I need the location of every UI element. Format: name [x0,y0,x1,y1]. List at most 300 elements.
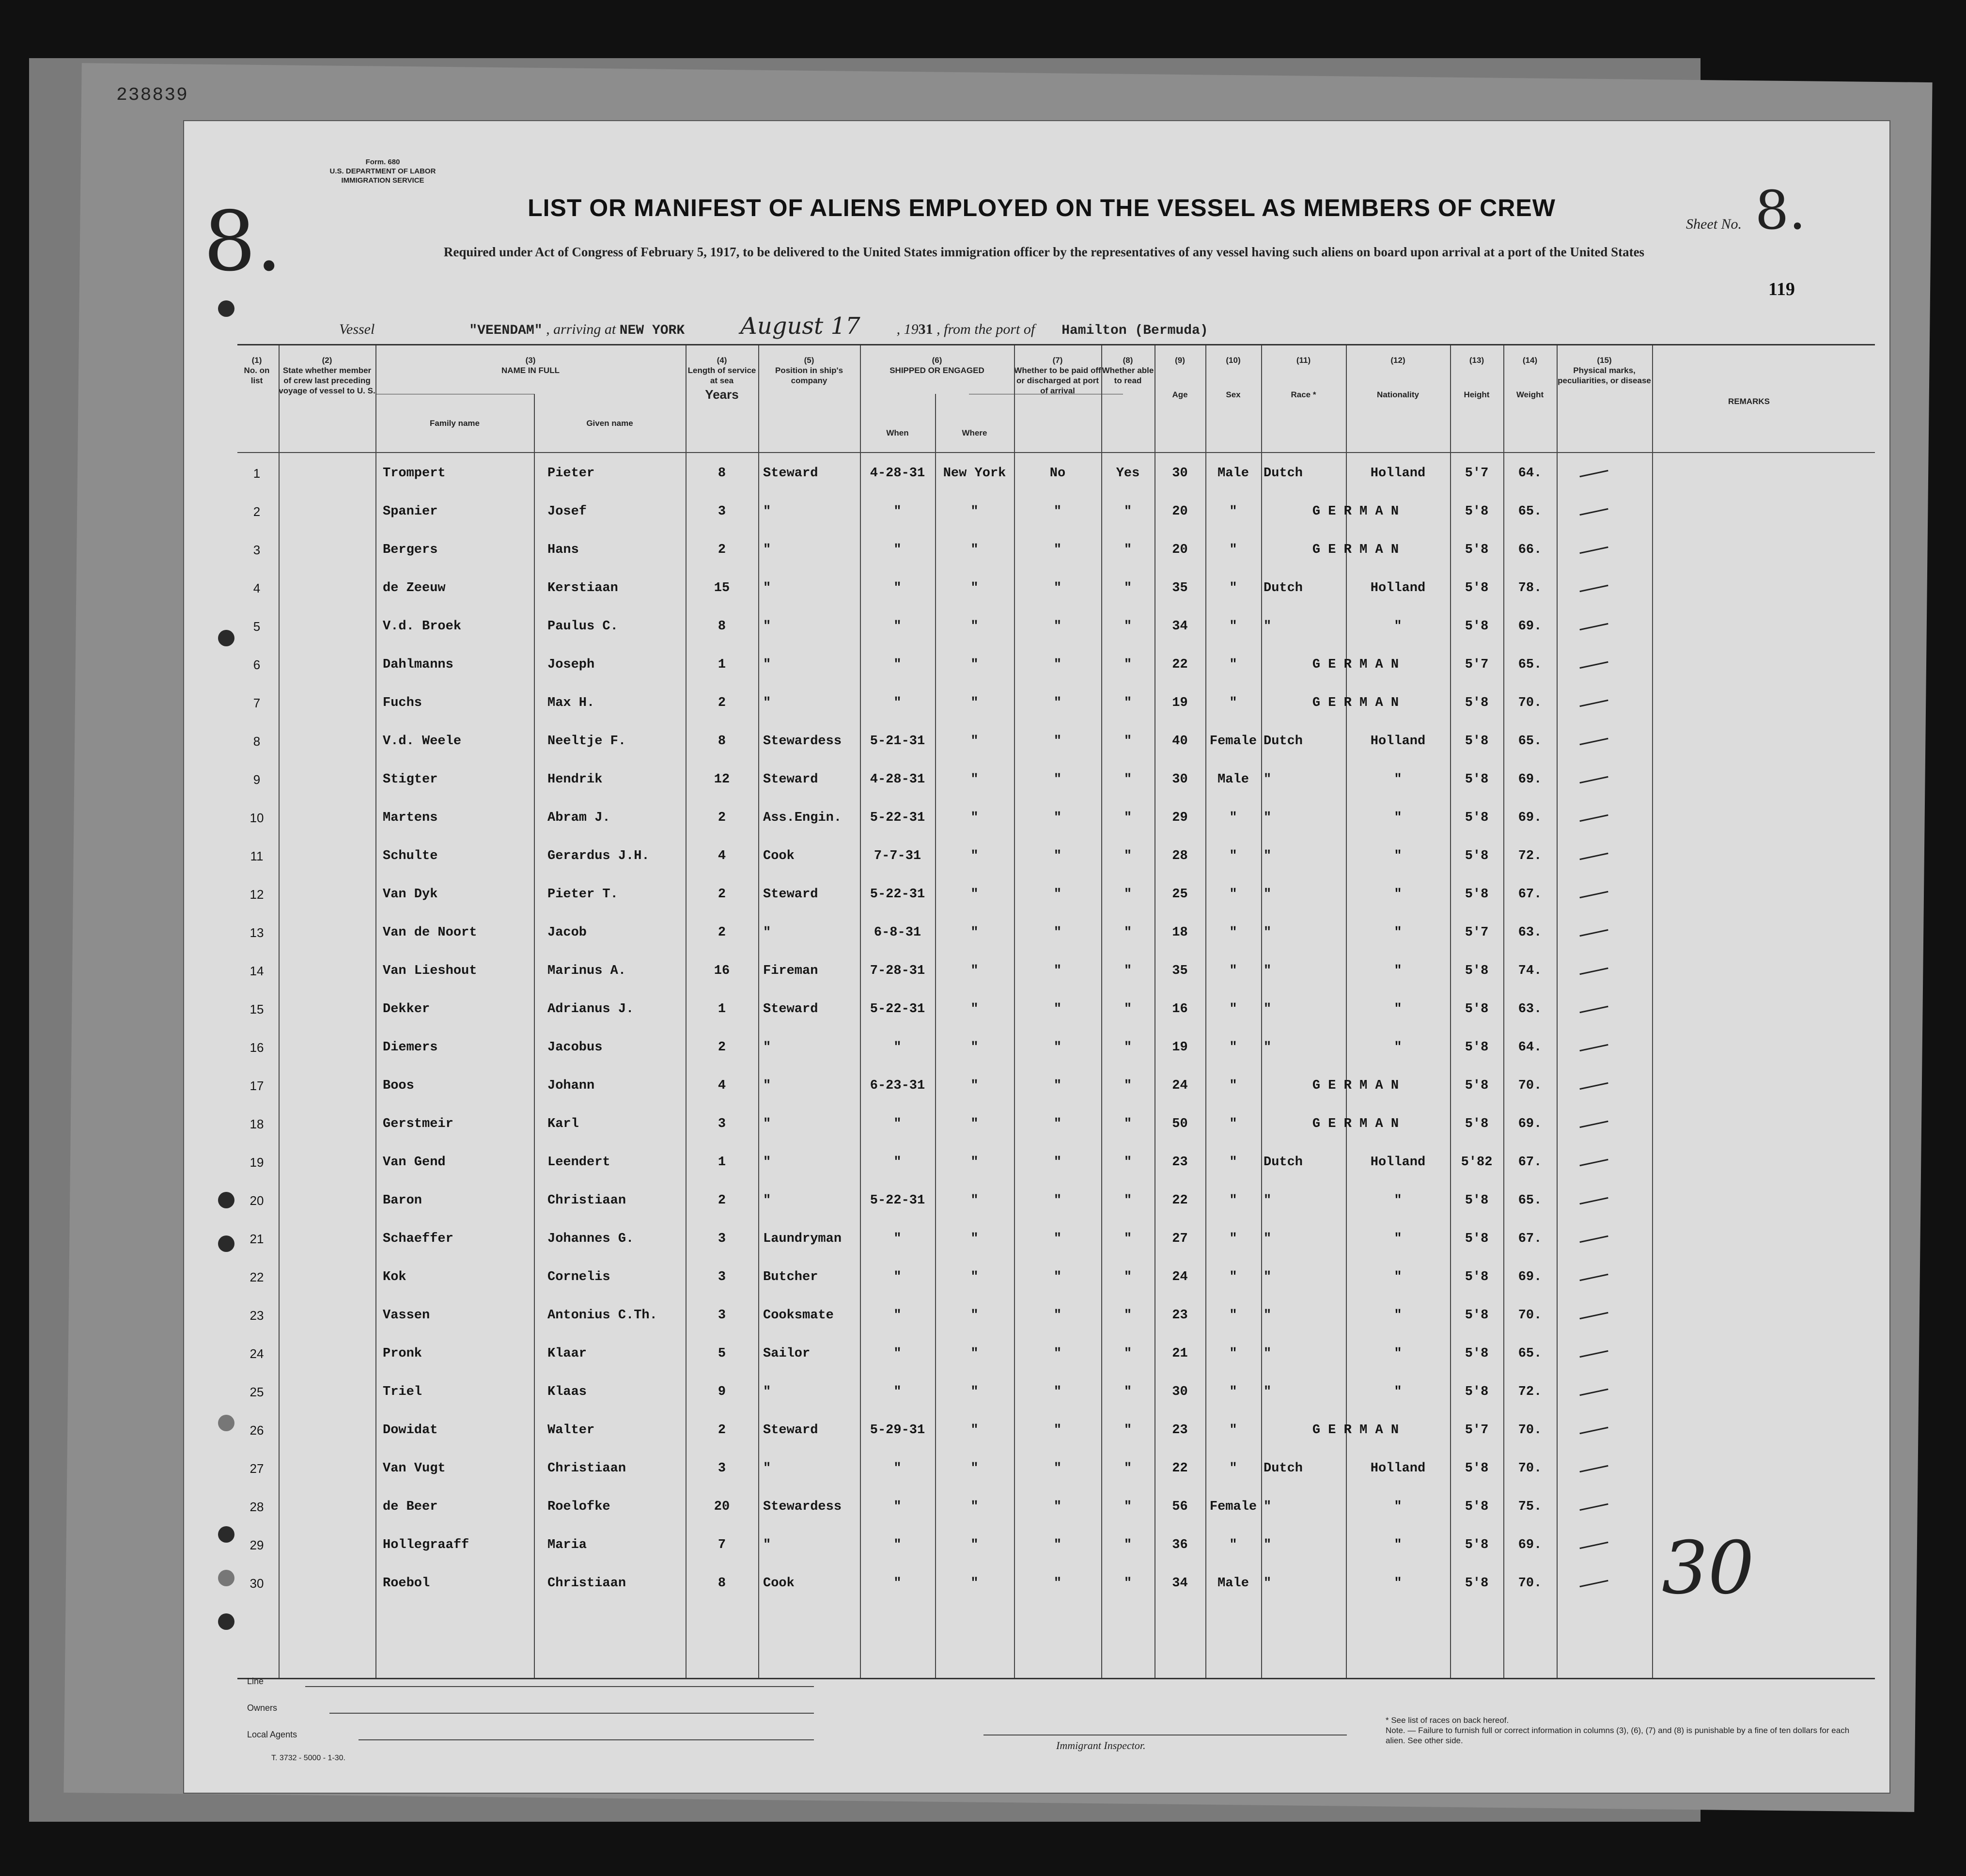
family-name: Bergers [383,543,438,557]
years-service: 5 [718,1346,726,1361]
able-to-read: " [1123,1117,1132,1131]
height: 5'82 [1461,1155,1493,1170]
given-name: Abram J. [547,811,610,825]
nationality: " [1394,1500,1402,1514]
age: 36 [1172,1538,1188,1552]
height: 5'8 [1465,1040,1489,1055]
weight: 65. [1518,1193,1542,1208]
paid-off: " [1053,696,1062,710]
given-name: Hendrik [547,772,603,787]
paid-off: " [1053,1461,1062,1476]
position: Laundryman [763,1232,842,1246]
position: " [763,619,771,634]
years-service: 4 [718,1079,726,1093]
height: 5'8 [1465,504,1489,519]
family-name: de Zeeuw [383,581,446,595]
given-name: Marinus A. [547,964,626,978]
punch-hole [218,630,234,646]
remarks-head: REMARKS [1728,397,1770,406]
age: 28 [1172,849,1188,863]
table-row [237,990,1875,1029]
position: Steward [763,1002,818,1016]
sex: Female [1209,734,1257,749]
age: 22 [1172,1193,1188,1208]
years-service: 12 [714,772,730,787]
nationality: " [1394,1308,1402,1323]
race: " [1264,772,1272,787]
height: 5'8 [1465,1002,1489,1016]
department-name: U.S. DEPARTMENT OF LABOR [329,167,436,175]
family-name: de Beer [383,1500,438,1514]
height: 5'8 [1465,1079,1489,1093]
weight: 75. [1518,1500,1542,1514]
engaged-where: " [970,1385,979,1399]
paid-off: " [1053,504,1062,519]
table-row [237,1220,1875,1258]
nationality: " [1394,1193,1402,1208]
engaged-when: " [893,1308,902,1323]
height: 5'8 [1465,696,1489,710]
able-to-read: " [1123,1346,1132,1361]
years-service: 2 [718,1193,726,1208]
row-number: 20 [250,1193,264,1208]
table-row [237,1182,1875,1220]
col5-head [758,355,860,386]
race: G E R M A N [1312,657,1399,672]
race: " [1264,964,1272,978]
check-mark [1579,738,1608,745]
family-name: Martens [383,811,438,825]
engaged-when: 7-28-31 [870,964,925,978]
engaged-when: 4-28-31 [870,466,925,481]
years-service: 9 [718,1385,726,1399]
paid-off: " [1053,1385,1062,1399]
paid-off: " [1053,1193,1062,1208]
nationality: " [1394,772,1402,787]
given-name: Neeltje F. [547,734,626,749]
able-to-read: " [1123,1270,1132,1284]
weight: 70. [1518,1079,1542,1093]
age: 34 [1172,1576,1188,1591]
nationality: " [1394,1232,1402,1246]
family-name: Pronk [383,1346,422,1361]
age: 34 [1172,619,1188,634]
age: 40 [1172,734,1188,749]
position: Steward [763,772,818,787]
check-mark [1579,1044,1608,1051]
given-name: Hans [547,543,579,557]
engaged-when: " [893,1500,902,1514]
row-number: 14 [250,964,264,978]
paid-off: " [1053,1232,1062,1246]
age: 23 [1172,1155,1188,1170]
race: " [1264,1040,1272,1055]
check-mark [1579,968,1608,975]
given-name: Johann [547,1079,595,1093]
years-service: 16 [714,964,730,978]
sex: " [1229,849,1237,863]
check-mark [1579,1235,1608,1243]
paid-off: " [1053,849,1062,863]
sheet-number-value: 8. [1755,179,1806,241]
check-mark [1579,1006,1608,1013]
engaged-where: " [970,1270,979,1284]
agents-label: Local Agents [247,1730,297,1739]
sex: " [1229,1155,1237,1170]
position: Stewardess [763,734,842,749]
able-to-read: " [1123,504,1132,519]
family-name: Gerstmeir [383,1117,453,1131]
given-name: Paulus C. [547,619,618,634]
race: " [1264,1538,1272,1552]
row-number: 7 [253,696,261,710]
years-service: 20 [714,1500,730,1514]
check-mark [1579,1121,1608,1128]
punch-hole [218,1613,234,1630]
height: 5'8 [1465,1461,1489,1476]
table-row [237,1526,1875,1564]
sex: " [1229,1270,1237,1284]
page-number: 119 [1768,279,1795,299]
position: " [763,1193,771,1208]
weight: 65. [1518,734,1542,749]
engaged-where: " [970,964,979,978]
col13-head [1450,355,1503,400]
age: 24 [1172,1079,1188,1093]
weight: 72. [1518,1385,1542,1399]
race: " [1264,1385,1272,1399]
sex: " [1229,581,1237,595]
paid-off: " [1053,772,1062,787]
punch-hole [218,1192,234,1208]
weight: 69. [1518,1538,1542,1552]
engaged-where: " [970,1461,979,1476]
nationality [1346,493,1450,531]
nationality: " [1394,1538,1402,1552]
engaged-where: " [970,1308,979,1323]
nationality: Holland [1370,581,1426,595]
footnote [1386,1715,1870,1746]
table-row [237,1297,1875,1335]
nationality: " [1394,811,1402,825]
family-name-head: Family name [430,419,480,428]
able-to-read: " [1123,772,1132,787]
age: 18 [1172,925,1188,940]
paid-off: " [1053,1500,1062,1514]
nationality: " [1394,964,1402,978]
age: 24 [1172,1270,1188,1284]
position: Cook [763,849,795,863]
engaged-when: " [893,1117,902,1131]
line-rule [305,1686,814,1687]
age: 50 [1172,1117,1188,1131]
print-code: T. 3732 - 5000 - 1-30. [271,1754,345,1762]
weight: 63. [1518,1002,1542,1016]
nationality [1346,531,1450,569]
family-name: Van de Noort [383,925,477,940]
row-number: 21 [250,1232,264,1246]
col10-head [1205,355,1261,400]
col-number: (2) [322,356,332,365]
years-service: 3 [718,1308,726,1323]
row-number: 22 [250,1270,264,1284]
race: " [1264,1270,1272,1284]
weight: 69. [1518,1117,1542,1131]
given-name: Jacobus [547,1040,603,1055]
weight: 72. [1518,849,1542,863]
check-mark [1579,1159,1608,1166]
given-name: Pieter T. [547,887,618,902]
given-name: Jacob [547,925,587,940]
check-mark [1579,1350,1608,1358]
race: G E R M A N [1312,543,1399,557]
col6-head [860,355,1014,375]
given-name: Roelofke [547,1500,610,1514]
year-value: 31 [918,321,933,337]
sex: " [1229,964,1237,978]
service-name: IMMIGRATION SERVICE [341,176,424,185]
nationality: " [1394,619,1402,634]
row-number: 4 [253,581,261,595]
years-service: 1 [718,1155,726,1170]
age: 20 [1172,543,1188,557]
col-label: Length of service at sea [687,366,756,385]
position: Fireman [763,964,818,978]
years-service: 3 [718,1232,726,1246]
engaged-where: " [970,925,979,940]
height: 5'7 [1465,466,1489,481]
row-number: 8 [253,734,261,749]
paid-off: " [1053,964,1062,978]
check-mark [1579,776,1608,783]
engaged-where: " [970,772,979,787]
table-row [237,1105,1875,1143]
check-mark [1579,1427,1608,1434]
position: " [763,696,771,710]
col-number: (12) [1390,356,1405,365]
col11-head [1261,355,1346,400]
race: " [1264,1308,1272,1323]
given-name: Karl [547,1117,579,1131]
engaged-when: 5-22-31 [870,811,925,825]
sex: " [1229,1040,1237,1055]
weight: 65. [1518,1346,1542,1361]
age: 22 [1172,657,1188,672]
sex: " [1229,1193,1237,1208]
check-mark [1579,1542,1608,1549]
race: Dutch [1264,1155,1303,1170]
form-header [276,157,489,185]
engaged-where: " [970,696,979,710]
row-number: 24 [250,1346,264,1361]
able-to-read: " [1123,1423,1132,1438]
check-mark [1579,1389,1608,1396]
engaged-where: " [970,1232,979,1246]
weight: 69. [1518,772,1542,787]
engaged-when: 5-22-31 [870,887,925,902]
given-name: Gerardus J.H. [547,849,650,863]
height: 5'8 [1465,811,1489,825]
race: G E R M A N [1312,1423,1399,1438]
table-row [237,1411,1875,1450]
years-service: 2 [718,811,726,825]
check-mark [1579,1465,1608,1472]
height: 5'8 [1465,849,1489,863]
check-mark [1579,1274,1608,1281]
sex: " [1229,1538,1237,1552]
nationality: " [1394,849,1402,863]
given-name: Josef [547,504,587,519]
weight: 70. [1518,696,1542,710]
col-label: SHIPPED OR ENGAGED [889,366,984,375]
engaged-where: " [970,849,979,863]
check-mark [1579,891,1608,898]
nationality: Holland [1370,1155,1426,1170]
col15-head [1557,355,1652,386]
engaged-where: " [970,1346,979,1361]
age: 27 [1172,1232,1188,1246]
race: Dutch [1264,1461,1303,1476]
position: Ass.Engin. [763,811,842,825]
given-name: Joseph [547,657,595,672]
engaged-when: " [893,1461,902,1476]
able-to-read: " [1123,619,1132,634]
able-to-read: " [1123,1232,1132,1246]
race: Dutch [1264,466,1303,481]
weight: 70. [1518,1308,1542,1323]
nationality: Holland [1370,734,1426,749]
col-label: Nationality [1377,390,1419,399]
punch-hole [218,300,234,317]
height: 5'8 [1465,1308,1489,1323]
table-row [237,1564,1875,1603]
col-number: (10) [1226,356,1241,365]
table-row [237,799,1875,837]
punch-hole [218,1235,234,1252]
position: Butcher [763,1270,818,1284]
col7-head [1014,355,1101,396]
col-number: (15) [1597,356,1612,365]
engaged-when: " [893,619,902,634]
engaged-where: " [970,657,979,672]
paid-off: " [1053,1270,1062,1284]
position: " [763,1040,771,1055]
given-name: Christiaan [547,1193,626,1208]
paid-off: " [1053,1040,1062,1055]
col-label: Weight [1516,390,1544,399]
owners-rule [329,1713,814,1714]
col-number: (4) [717,356,727,365]
position: " [763,1385,771,1399]
family-name: Fuchs [383,696,422,710]
position: " [763,1461,771,1476]
row-number: 5 [253,619,261,634]
row-number: 15 [250,1002,264,1016]
height: 5'8 [1465,1500,1489,1514]
check-mark [1579,700,1608,707]
paid-off: " [1053,1002,1062,1016]
sex: " [1229,1385,1237,1399]
engaged-when: 5-21-31 [870,734,925,749]
paid-off: " [1053,619,1062,634]
weight: 67. [1518,1232,1542,1246]
col-number: (7) [1052,356,1063,365]
family-name: Schaeffer [383,1232,453,1246]
check-mark [1579,1580,1608,1587]
engaged-where: " [970,734,979,749]
page-title: LIST OR MANIFEST OF ALIENS EMPLOYED ON THE VESSEL AS MEMBERS OF CREW [528,194,1556,221]
sex: " [1229,925,1237,940]
page-subtitle: Required under Act of Congress of February 5, 1917, to be delivered to the United States immigration officer by the representatives of any vessel having such aliens on board upon arrival at a port of the United States [443,245,1645,259]
check-mark [1579,1082,1608,1090]
col1-head [237,355,276,386]
able-to-read: " [1123,1308,1132,1323]
family-name: Stigter [383,772,438,787]
table-row [237,1067,1875,1105]
col-number: (1) [251,356,262,365]
nationality: " [1394,1002,1402,1016]
family-name: Schulte [383,849,438,863]
able-to-read: Yes [1116,466,1140,481]
arrival-date: August 17 [740,313,860,340]
given-name: Max H. [547,696,595,710]
col-label: Whether able to read [1102,366,1154,385]
years-service: 4 [718,849,726,863]
years-service: 2 [718,887,726,902]
arriving-label: , arriving at [546,321,616,337]
family-name: Kok [383,1270,406,1284]
height: 5'8 [1465,887,1489,902]
age: 30 [1172,466,1188,481]
height: 5'8 [1465,543,1489,557]
form-number: Form. 680 [365,158,400,166]
able-to-read: " [1123,1155,1132,1170]
age: 21 [1172,1346,1188,1361]
age: 30 [1172,772,1188,787]
age: 29 [1172,811,1188,825]
weight: 70. [1518,1576,1542,1591]
race: " [1264,1346,1272,1361]
position: " [763,543,771,557]
race: G E R M A N [1312,1079,1399,1093]
file-stamp-number: 238839 [116,85,188,106]
family-name: Van Vugt [383,1461,446,1476]
engaged-when: " [893,657,902,672]
col-number: (9) [1175,356,1185,365]
able-to-read: " [1123,1461,1132,1476]
given-name: Antonius C.Th. [547,1308,657,1323]
check-mark [1579,1312,1608,1319]
table-row [237,608,1875,646]
sex: " [1229,619,1237,634]
position: " [763,504,771,519]
paid-off: No [1049,466,1066,481]
footnote-races: * See list of races on back hereof. [1386,1716,1509,1725]
year-prefix: , 19 [896,321,919,337]
weight: 64. [1518,1040,1542,1055]
engaged-when: 7-7-31 [874,849,921,863]
given-name: Klaar [547,1346,587,1361]
engaged-when: " [893,696,902,710]
height: 5'7 [1465,925,1489,940]
sex: " [1229,696,1237,710]
age: 16 [1172,1002,1188,1016]
check-mark [1579,853,1608,860]
paid-off: " [1053,1079,1062,1093]
able-to-read: " [1123,543,1132,557]
paid-off: " [1053,1308,1062,1323]
position: " [763,581,771,595]
